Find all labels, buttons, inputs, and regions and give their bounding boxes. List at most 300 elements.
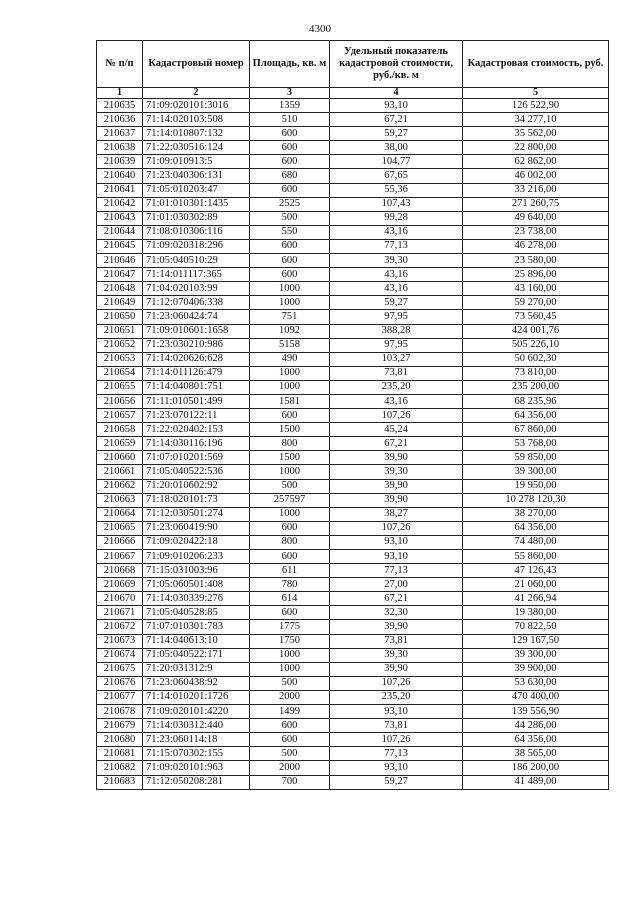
cadastral-number-cell: 71:09:010206:233 [143, 550, 250, 564]
row-number-cell: 210657 [97, 409, 143, 423]
table-row [97, 493, 609, 507]
area-cell: 1000 [250, 662, 330, 676]
row-number-cell: 210661 [97, 465, 143, 479]
unit-rate-cell: 59,27 [330, 127, 463, 141]
unit-rate-cell: 55,36 [330, 183, 463, 197]
row-number-cell: 210668 [97, 564, 143, 578]
cadastral-number-cell: 71:14:020103:508 [143, 113, 250, 127]
cadastral-cost-cell: 39 300,00 [463, 465, 609, 479]
area-cell: 600 [250, 521, 330, 535]
table-row [97, 761, 609, 775]
cadastral-number-cell: 71:23:060419:90 [143, 521, 250, 535]
area-cell: 600 [250, 141, 330, 155]
cadastral-number-cell: 71:09:020101:963 [143, 761, 250, 775]
area-cell: 800 [250, 535, 330, 549]
cadastral-cost-cell: 73 560,45 [463, 310, 609, 324]
cadastral-number-cell: 71:05:010203:47 [143, 183, 250, 197]
cadastral-cost-cell: 39 300,00 [463, 648, 609, 662]
row-number-cell: 210676 [97, 676, 143, 690]
area-cell: 780 [250, 578, 330, 592]
unit-rate-cell: 67,65 [330, 169, 463, 183]
area-cell: 1000 [250, 465, 330, 479]
cadastral-cost-cell: 23 580,00 [463, 254, 609, 268]
table-row [97, 690, 609, 704]
table-row [97, 183, 609, 197]
unit-rate-cell: 43,16 [330, 268, 463, 282]
cadastral-cost-cell: 64 356,00 [463, 521, 609, 535]
area-cell: 500 [250, 211, 330, 225]
header-cadastral-cost: Кадастровая стоимость, руб. [463, 41, 609, 88]
area-cell: 600 [250, 719, 330, 733]
cadastral-cost-cell: 41 266,94 [463, 592, 609, 606]
unit-rate-cell: 59,27 [330, 775, 463, 789]
table-row [97, 676, 609, 690]
table-row [97, 465, 609, 479]
table-row [97, 648, 609, 662]
unit-rate-cell: 103,27 [330, 352, 463, 366]
table-row [97, 578, 609, 592]
cadastral-cost-cell: 186 200,00 [463, 761, 609, 775]
area-cell: 1000 [250, 507, 330, 521]
table-row [97, 127, 609, 141]
cadastral-number-cell: 71:07:010201:569 [143, 451, 250, 465]
area-cell: 600 [250, 254, 330, 268]
column-number: 5 [463, 88, 609, 99]
cadastral-cost-cell: 59 850,00 [463, 451, 609, 465]
cadastral-cost-cell: 33 216,00 [463, 183, 609, 197]
area-cell: 550 [250, 225, 330, 239]
area-cell: 2000 [250, 761, 330, 775]
unit-rate-cell: 93,10 [330, 535, 463, 549]
area-cell: 600 [250, 268, 330, 282]
row-number-cell: 210641 [97, 183, 143, 197]
cadastral-number-cell: 71:15:031003:96 [143, 564, 250, 578]
cadastral-number-cell: 71:12:030501:274 [143, 507, 250, 521]
cadastral-cost-cell: 21 060,00 [463, 578, 609, 592]
area-cell: 1092 [250, 324, 330, 338]
unit-rate-cell: 27,00 [330, 578, 463, 592]
area-cell: 500 [250, 676, 330, 690]
table-row [97, 324, 609, 338]
table-row [97, 521, 609, 535]
table-body [97, 99, 609, 790]
row-number-cell: 210678 [97, 705, 143, 719]
cadastral-number-cell: 71:07:010301:783 [143, 620, 250, 634]
cadastral-number-cell: 71:09:020422:18 [143, 535, 250, 549]
row-number-cell: 210647 [97, 268, 143, 282]
unit-rate-cell: 388,28 [330, 324, 463, 338]
cadastral-number-cell: 71:20:031312:9 [143, 662, 250, 676]
cadastral-cost-cell: 470 400,00 [463, 690, 609, 704]
unit-rate-cell: 107,26 [330, 676, 463, 690]
table-row [97, 268, 609, 282]
cadastral-cost-cell: 44 286,00 [463, 719, 609, 733]
unit-rate-cell: 107,26 [330, 409, 463, 423]
unit-rate-cell: 59,27 [330, 296, 463, 310]
area-cell: 2000 [250, 690, 330, 704]
cadastral-number-cell: 71:05:040510:29 [143, 254, 250, 268]
area-cell: 600 [250, 606, 330, 620]
cadastral-number-cell: 71:20:010602:92 [143, 479, 250, 493]
cadastral-number-cell: 71:14:010807:132 [143, 127, 250, 141]
cadastral-cost-cell: 38 270,00 [463, 507, 609, 521]
cadastral-number-cell: 71:23:060438:92 [143, 676, 250, 690]
area-cell: 1775 [250, 620, 330, 634]
cadastral-number-cell: 71:23:060424:74 [143, 310, 250, 324]
table-row [97, 479, 609, 493]
cadastral-number-cell: 71:14:011117:365 [143, 268, 250, 282]
cadastral-cost-cell: 22 800,00 [463, 141, 609, 155]
row-number-cell: 210653 [97, 352, 143, 366]
unit-rate-cell: 107,43 [330, 197, 463, 211]
header-unit-rate: Удельный показатель кадастровой стоимости, руб./кв. м [330, 41, 463, 88]
row-number-cell: 210663 [97, 493, 143, 507]
cadastral-cost-cell: 35 562,00 [463, 127, 609, 141]
unit-rate-cell: 235,20 [330, 380, 463, 394]
cadastral-cost-cell: 67 860,00 [463, 423, 609, 437]
table-row [97, 197, 609, 211]
cadastral-cost-cell: 139 556,90 [463, 705, 609, 719]
area-cell: 600 [250, 183, 330, 197]
row-number-cell: 210649 [97, 296, 143, 310]
table-row [97, 239, 609, 253]
row-number-cell: 210680 [97, 733, 143, 747]
table-row [97, 620, 609, 634]
unit-rate-cell: 39,30 [330, 254, 463, 268]
table-row [97, 169, 609, 183]
table-row [97, 296, 609, 310]
cadastral-number-cell: 71:18:020101:73 [143, 493, 250, 507]
page-number: 4300 [309, 23, 331, 35]
row-number-cell: 210659 [97, 437, 143, 451]
cadastral-cost-cell: 39 900,00 [463, 662, 609, 676]
row-number-cell: 210650 [97, 310, 143, 324]
area-cell: 500 [250, 479, 330, 493]
cadastral-cost-cell: 46 278,00 [463, 239, 609, 253]
row-number-cell: 210636 [97, 113, 143, 127]
table-row [97, 155, 609, 169]
cadastral-number-cell: 71:05:040522:171 [143, 648, 250, 662]
cadastral-number-cell: 71:14:010201:1726 [143, 690, 250, 704]
cadastral-cost-cell: 62 862,00 [463, 155, 609, 169]
area-cell: 1500 [250, 423, 330, 437]
table-row [97, 535, 609, 549]
unit-rate-cell: 77,13 [330, 564, 463, 578]
cadastral-number-cell: 71:05:040522:536 [143, 465, 250, 479]
unit-rate-cell: 38,27 [330, 507, 463, 521]
unit-rate-cell: 104,77 [330, 155, 463, 169]
column-number: 2 [143, 88, 250, 99]
unit-rate-cell: 107,26 [330, 733, 463, 747]
cadastral-number-cell: 71:23:030210:986 [143, 338, 250, 352]
area-cell: 600 [250, 550, 330, 564]
row-number-cell: 210635 [97, 99, 143, 113]
area-cell: 800 [250, 437, 330, 451]
cadastral-cost-cell: 74 480,00 [463, 535, 609, 549]
row-number-cell: 210666 [97, 535, 143, 549]
unit-rate-cell: 39,90 [330, 479, 463, 493]
unit-rate-cell: 39,90 [330, 620, 463, 634]
cadastral-number-cell: 71:09:020101:4220 [143, 705, 250, 719]
area-cell: 1000 [250, 380, 330, 394]
table-row [97, 606, 609, 620]
table-row [97, 550, 609, 564]
row-number-cell: 210656 [97, 394, 143, 408]
cadastral-number-cell: 71:14:030116:196 [143, 437, 250, 451]
cadastral-number-cell: 71:08:010306:116 [143, 225, 250, 239]
row-number-cell: 210642 [97, 197, 143, 211]
table-row [97, 225, 609, 239]
cadastral-cost-cell: 424 001,76 [463, 324, 609, 338]
cadastral-number-cell: 71:12:050208:281 [143, 775, 250, 789]
cadastral-number-cell: 71:23:070122:11 [143, 409, 250, 423]
area-cell: 751 [250, 310, 330, 324]
area-cell: 600 [250, 733, 330, 747]
unit-rate-cell: 45,24 [330, 423, 463, 437]
area-cell: 510 [250, 113, 330, 127]
table-row [97, 99, 609, 113]
unit-rate-cell: 67,21 [330, 113, 463, 127]
cadastral-number-cell: 71:22:020402:153 [143, 423, 250, 437]
cadastral-cost-cell: 64 356,00 [463, 733, 609, 747]
cadastral-number-cell: 71:05:060501:408 [143, 578, 250, 592]
row-number-cell: 210637 [97, 127, 143, 141]
area-cell: 1499 [250, 705, 330, 719]
row-number-cell: 210672 [97, 620, 143, 634]
row-number-cell: 210665 [97, 521, 143, 535]
row-number-cell: 210670 [97, 592, 143, 606]
row-number-cell: 210664 [97, 507, 143, 521]
cadastral-cost-cell: 59 270,00 [463, 296, 609, 310]
row-number-cell: 210674 [97, 648, 143, 662]
unit-rate-cell: 97,95 [330, 310, 463, 324]
cadastral-number-cell: 71:15:070302:155 [143, 747, 250, 761]
cadastral-cost-cell: 47 126,43 [463, 564, 609, 578]
area-cell: 1000 [250, 648, 330, 662]
table-row [97, 338, 609, 352]
row-number-cell: 210669 [97, 578, 143, 592]
area-cell: 1000 [250, 366, 330, 380]
row-number-cell: 210654 [97, 366, 143, 380]
cadastral-number-cell: 71:22:030516:124 [143, 141, 250, 155]
area-cell: 611 [250, 564, 330, 578]
area-cell: 700 [250, 775, 330, 789]
table-row [97, 564, 609, 578]
area-cell: 614 [250, 592, 330, 606]
cadastral-cost-cell: 46 002,00 [463, 169, 609, 183]
area-cell: 600 [250, 127, 330, 141]
unit-rate-cell: 99,28 [330, 211, 463, 225]
row-number-cell: 210673 [97, 634, 143, 648]
row-number-cell: 210660 [97, 451, 143, 465]
cadastral-number-cell: 71:14:030339:276 [143, 592, 250, 606]
unit-rate-cell: 39,90 [330, 493, 463, 507]
cadastral-cost-cell: 10 278 120,30 [463, 493, 609, 507]
table-row [97, 254, 609, 268]
cadastral-cost-cell: 38 565,00 [463, 747, 609, 761]
row-number-cell: 210644 [97, 225, 143, 239]
area-cell: 2525 [250, 197, 330, 211]
unit-rate-cell: 73,81 [330, 634, 463, 648]
area-cell: 1000 [250, 282, 330, 296]
row-number-cell: 210639 [97, 155, 143, 169]
header-cadastral-number: Кадастровый номер [143, 41, 250, 88]
cadastral-number-cell: 71:11:010501:499 [143, 394, 250, 408]
cadastral-cost-cell: 68 235,96 [463, 394, 609, 408]
unit-rate-cell: 235,20 [330, 690, 463, 704]
cadastral-cost-cell: 53 630,00 [463, 676, 609, 690]
table-row [97, 282, 609, 296]
row-number-cell: 210677 [97, 690, 143, 704]
cadastral-cost-cell: 25 896,00 [463, 268, 609, 282]
unit-rate-cell: 73,81 [330, 366, 463, 380]
table-row [97, 662, 609, 676]
row-number-cell: 210671 [97, 606, 143, 620]
cadastral-cost-cell: 126 522,90 [463, 99, 609, 113]
table-row [97, 719, 609, 733]
cadastral-cost-cell: 64 356,00 [463, 409, 609, 423]
table-row [97, 310, 609, 324]
unit-rate-cell: 93,10 [330, 761, 463, 775]
cadastral-cost-cell: 43 160,00 [463, 282, 609, 296]
table-row [97, 141, 609, 155]
row-number-cell: 210651 [97, 324, 143, 338]
cadastral-number-cell: 71:12:070406:338 [143, 296, 250, 310]
row-number-cell: 210655 [97, 380, 143, 394]
unit-rate-cell: 39,30 [330, 465, 463, 479]
table-row [97, 211, 609, 225]
cadastral-number-cell: 71:14:020626:628 [143, 352, 250, 366]
area-cell: 500 [250, 747, 330, 761]
cadastral-number-cell: 71:04:020103:99 [143, 282, 250, 296]
table-row [97, 437, 609, 451]
column-number: 4 [330, 88, 463, 99]
row-number-cell: 210683 [97, 775, 143, 789]
unit-rate-cell: 77,13 [330, 239, 463, 253]
row-number-cell: 210681 [97, 747, 143, 761]
cadastral-number-cell: 71:14:030312:440 [143, 719, 250, 733]
unit-rate-cell: 107,26 [330, 521, 463, 535]
column-number: 1 [97, 88, 143, 99]
unit-rate-cell: 67,21 [330, 592, 463, 606]
cadastral-cost-cell: 55 860,00 [463, 550, 609, 564]
cadastral-cost-cell: 19 950,00 [463, 479, 609, 493]
unit-rate-cell: 77,13 [330, 747, 463, 761]
table-row [97, 705, 609, 719]
area-cell: 5158 [250, 338, 330, 352]
row-number-cell: 210652 [97, 338, 143, 352]
cadastral-cost-cell: 34 277,10 [463, 113, 609, 127]
row-number-cell: 210638 [97, 141, 143, 155]
cadastral-cost-cell: 19 380,00 [463, 606, 609, 620]
table-row [97, 747, 609, 761]
table-row [97, 451, 609, 465]
row-number-cell: 210658 [97, 423, 143, 437]
cadastral-number-cell: 71:14:040801:751 [143, 380, 250, 394]
cadastral-number-cell: 71:09:020318:296 [143, 239, 250, 253]
unit-rate-cell: 38,00 [330, 141, 463, 155]
area-cell: 680 [250, 169, 330, 183]
unit-rate-cell: 32,30 [330, 606, 463, 620]
cadastral-number-cell: 71:14:040613:10 [143, 634, 250, 648]
unit-rate-cell: 67,21 [330, 437, 463, 451]
cadastral-value-table [96, 40, 609, 790]
area-cell: 1359 [250, 99, 330, 113]
table-row [97, 380, 609, 394]
table-row [97, 733, 609, 747]
area-cell: 600 [250, 155, 330, 169]
area-cell: 1500 [250, 451, 330, 465]
row-number-cell: 210675 [97, 662, 143, 676]
table-row [97, 592, 609, 606]
unit-rate-cell: 93,10 [330, 550, 463, 564]
row-number-cell: 210640 [97, 169, 143, 183]
row-number-cell: 210662 [97, 479, 143, 493]
cadastral-number-cell: 71:14:011126:479 [143, 366, 250, 380]
cadastral-cost-cell: 23 738,00 [463, 225, 609, 239]
table-row [97, 394, 609, 408]
area-cell: 490 [250, 352, 330, 366]
row-number-cell: 210679 [97, 719, 143, 733]
unit-rate-cell: 43,16 [330, 225, 463, 239]
area-cell: 600 [250, 239, 330, 253]
cadastral-number-cell: 71:01:030302:89 [143, 211, 250, 225]
column-number-row [97, 88, 609, 99]
row-number-cell: 210648 [97, 282, 143, 296]
cadastral-number-cell: 71:09:010601:1658 [143, 324, 250, 338]
area-cell: 257597 [250, 493, 330, 507]
area-cell: 600 [250, 409, 330, 423]
column-number: 3 [250, 88, 330, 99]
unit-rate-cell: 39,90 [330, 662, 463, 676]
table-row [97, 409, 609, 423]
table-row [97, 352, 609, 366]
unit-rate-cell: 93,10 [330, 99, 463, 113]
unit-rate-cell: 73,81 [330, 719, 463, 733]
table-header-row [97, 41, 609, 88]
table-row [97, 775, 609, 789]
cadastral-cost-cell: 49 640,00 [463, 211, 609, 225]
unit-rate-cell: 97,95 [330, 338, 463, 352]
unit-rate-cell: 43,16 [330, 282, 463, 296]
unit-rate-cell: 93,10 [330, 705, 463, 719]
cadastral-cost-cell: 70 822,50 [463, 620, 609, 634]
table-row [97, 423, 609, 437]
header-row-number: № п/п [97, 41, 143, 88]
row-number-cell: 210646 [97, 254, 143, 268]
cadastral-number-cell: 71:23:060114:18 [143, 733, 250, 747]
cadastral-cost-cell: 505 226,10 [463, 338, 609, 352]
row-number-cell: 210645 [97, 239, 143, 253]
table-row [97, 507, 609, 521]
cadastral-cost-cell: 50 602,30 [463, 352, 609, 366]
row-number-cell: 210682 [97, 761, 143, 775]
header-area: Площадь, кв. м [250, 41, 330, 88]
cadastral-cost-cell: 129 167,50 [463, 634, 609, 648]
cadastral-number-cell: 71:05:040528:85 [143, 606, 250, 620]
cadastral-number-cell: 71:09:010913:5 [143, 155, 250, 169]
cadastral-cost-cell: 73 810,00 [463, 366, 609, 380]
unit-rate-cell: 39,30 [330, 648, 463, 662]
cadastral-cost-cell: 235 200,00 [463, 380, 609, 394]
row-number-cell: 210667 [97, 550, 143, 564]
row-number-cell: 210643 [97, 211, 143, 225]
table-row [97, 366, 609, 380]
unit-rate-cell: 43,16 [330, 394, 463, 408]
cadastral-cost-cell: 53 768,00 [463, 437, 609, 451]
unit-rate-cell: 39,90 [330, 451, 463, 465]
cadastral-number-cell: 71:01:010301:1435 [143, 197, 250, 211]
